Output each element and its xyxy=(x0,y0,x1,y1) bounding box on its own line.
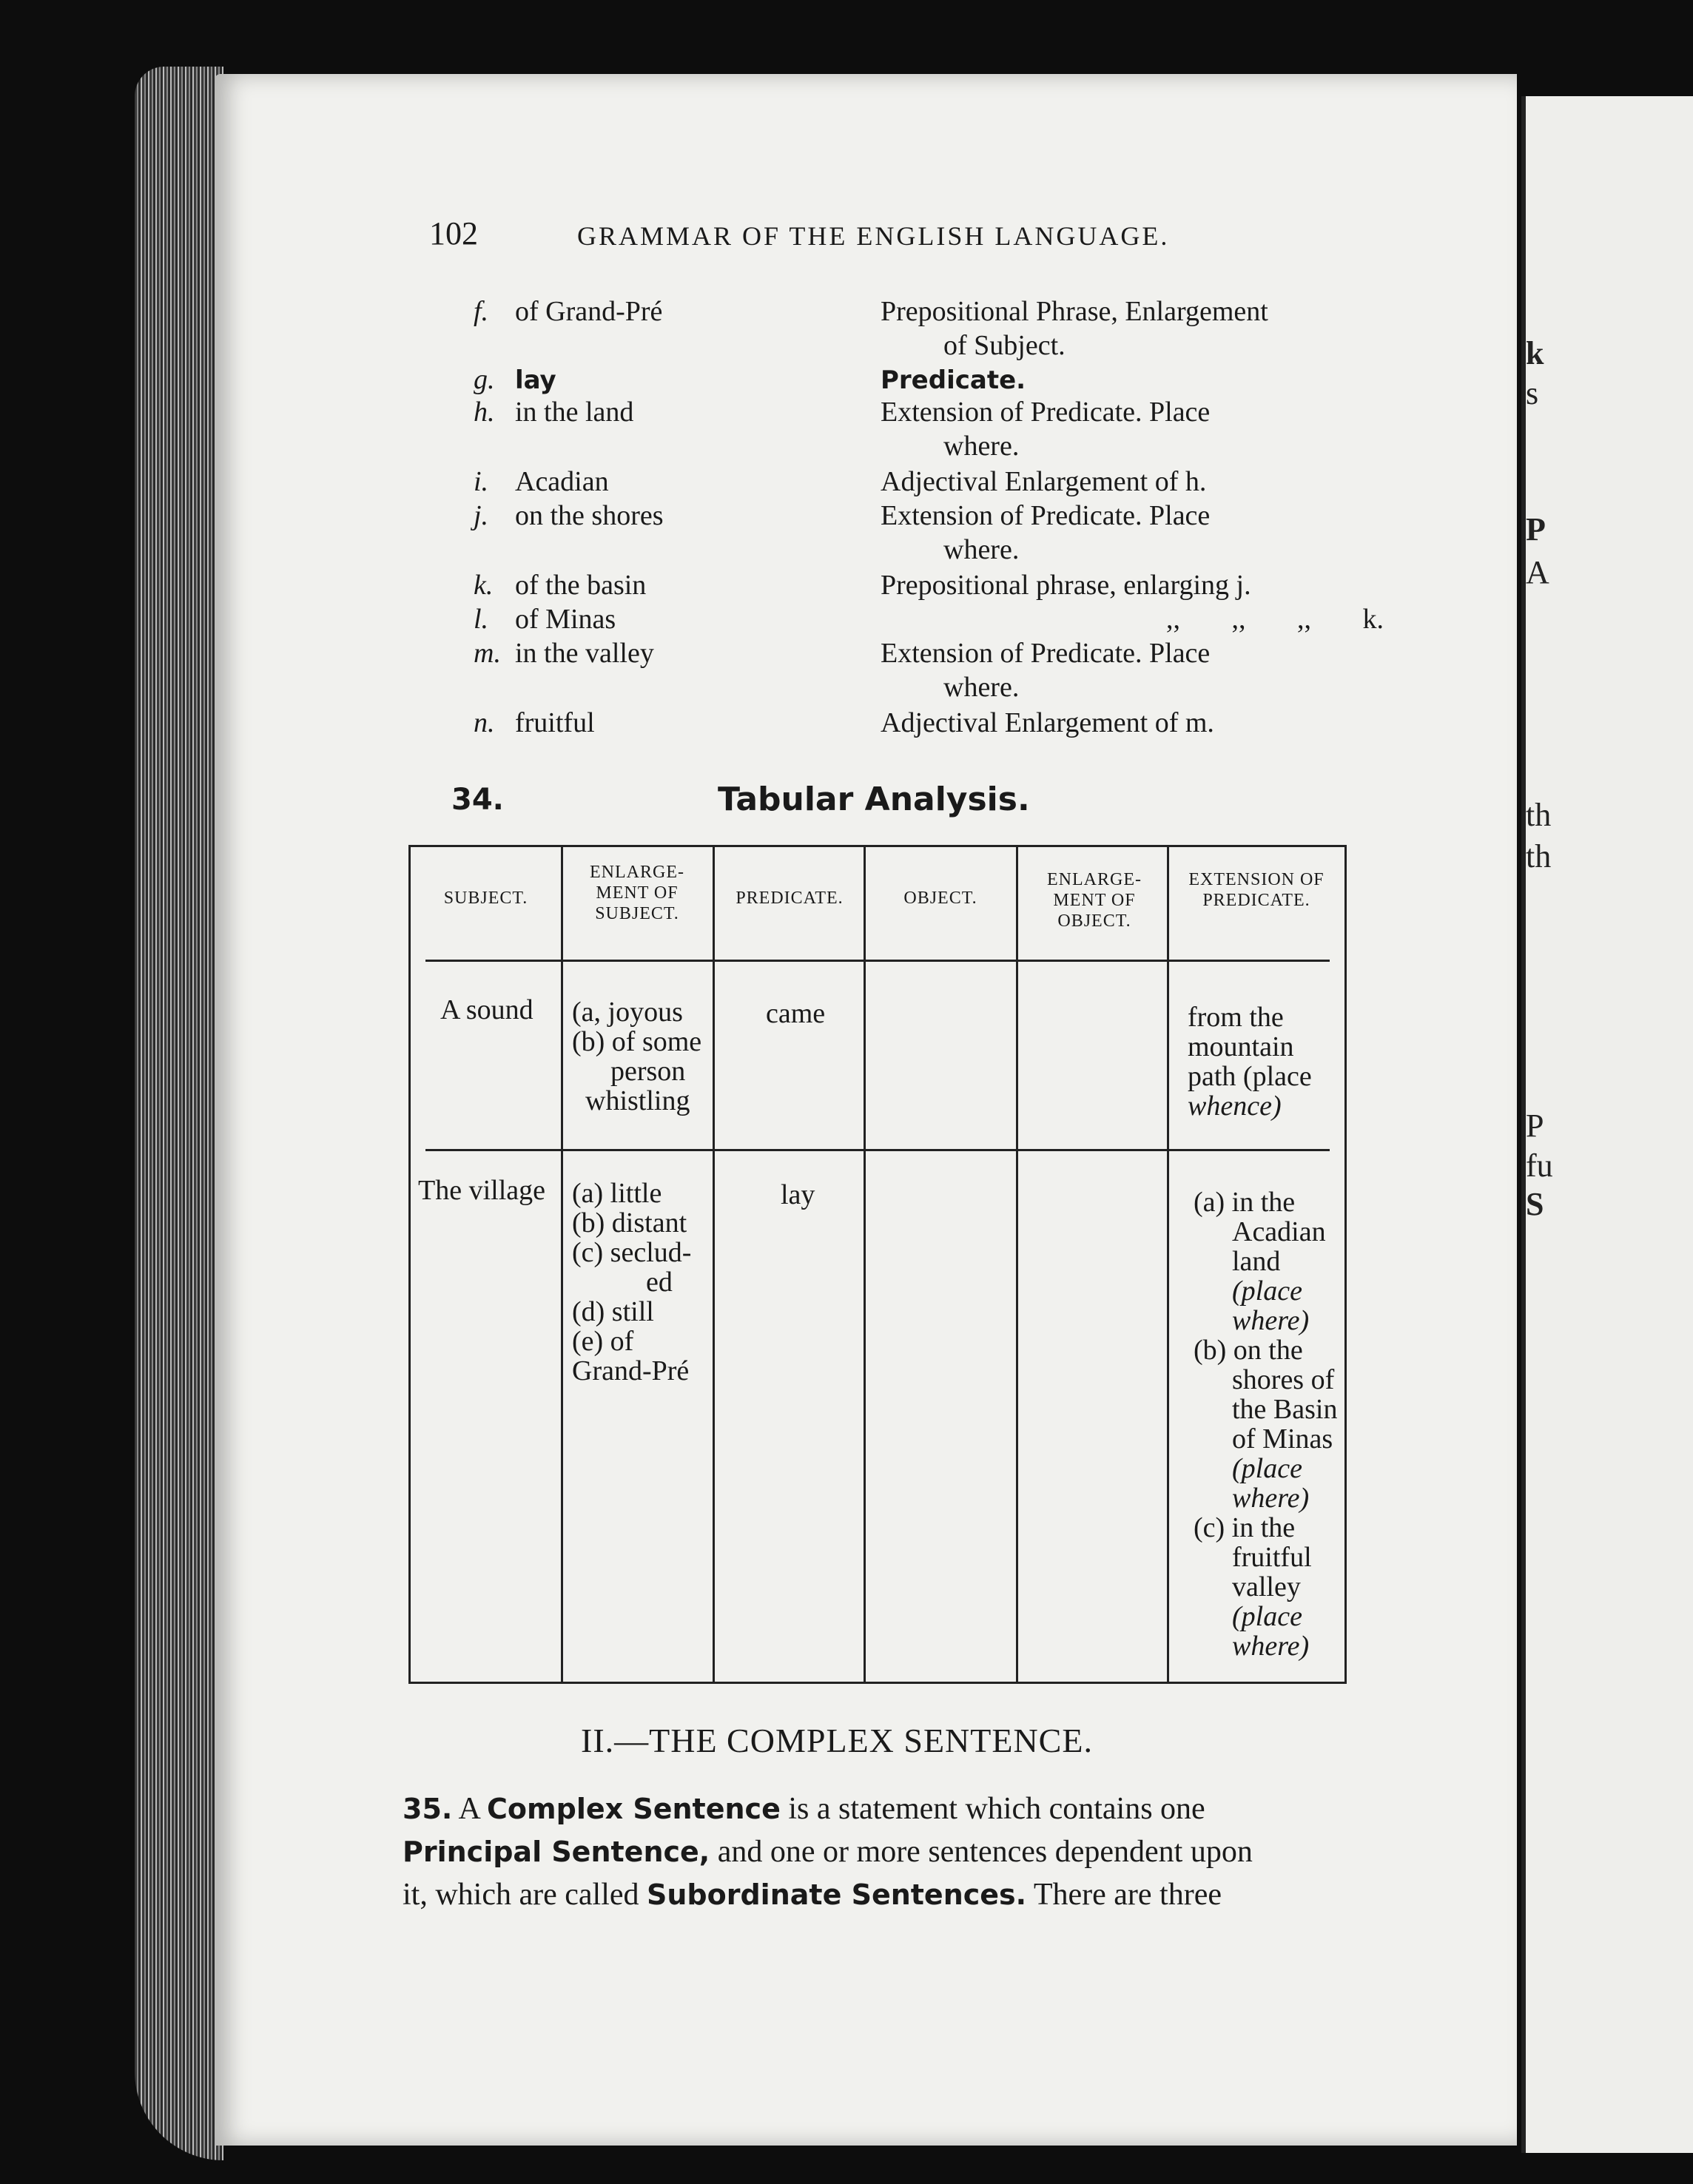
paragraph-35: 35. A Complex Sentence is a statement which contains one Principal Sentence, and one or more sentences dependent upon it, which are called Subordinate Sentences. There are three xyxy=(403,1792,1253,1912)
book-page-edges xyxy=(135,67,223,2160)
row1-enlargement: (a, joyous (b) of some person whistling xyxy=(572,997,702,1116)
item-letter: h. xyxy=(474,397,495,428)
item-desc: Prepositional phrase, enlarging j. xyxy=(881,570,1251,601)
row2-predicate: lay xyxy=(781,1179,815,1210)
row2-subject: The village xyxy=(418,1175,545,1206)
table-title: Tabular Analysis. xyxy=(718,781,1030,818)
fragment: k xyxy=(1526,335,1544,371)
running-title: GRAMMAR OF THE ENGLISH LANGUAGE. xyxy=(577,221,1170,251)
item-desc: Extension of Predicate. Place xyxy=(881,397,1211,428)
item-term: fruitful xyxy=(515,707,595,738)
item-desc: Adjectival Enlargement of h. xyxy=(881,466,1207,497)
item-term: lay xyxy=(515,365,556,395)
header-enlargement-object: ENLARGE-MENT OF OBJECT. xyxy=(1047,870,1142,931)
header-subject: SUBJECT. xyxy=(443,889,528,908)
item-letter: n. xyxy=(474,707,495,738)
next-page-fragment xyxy=(1521,96,1693,2153)
item-letter: m. xyxy=(474,638,501,669)
item-letter: i. xyxy=(474,466,489,497)
item-desc: Prepositional Phrase, Enlargement xyxy=(881,296,1268,327)
item-desc-cont: where. xyxy=(943,672,1020,703)
fragment: th xyxy=(1526,838,1552,874)
item-desc: Adjectival Enlargement of m. xyxy=(881,707,1214,738)
page-header xyxy=(429,215,1391,259)
item-desc: ,, ,, ,, k. xyxy=(1166,604,1384,635)
item-letter: k. xyxy=(474,570,494,601)
fragment: fu xyxy=(1526,1147,1553,1184)
fragment: th xyxy=(1526,797,1552,833)
item-desc-cont: where. xyxy=(943,534,1020,565)
item-term: of Grand-Pré xyxy=(515,296,663,327)
item-desc-cont: where. xyxy=(943,431,1020,462)
row1-subject: A sound xyxy=(440,994,534,1025)
item-term: in the land xyxy=(515,397,634,428)
header-extension-predicate: EXTENSION OF PREDICATE. xyxy=(1188,870,1325,910)
header-object: OBJECT. xyxy=(903,889,977,908)
item-letter: f. xyxy=(474,296,489,327)
item-letter: g. xyxy=(474,364,495,395)
item-letter: l. xyxy=(474,604,489,635)
section-heading: II.—THE COMPLEX SENTENCE. xyxy=(581,1722,1093,1759)
item-term: in the valley xyxy=(515,638,654,669)
analysis-table xyxy=(408,845,1347,1684)
item-letter: j. xyxy=(474,500,489,531)
item-desc: Extension of Predicate. Place xyxy=(881,500,1211,531)
section-number: 34. xyxy=(451,783,504,817)
header-enlargement-subject: ENLARGE-MENT OF SUBJECT. xyxy=(590,863,684,923)
item-term: of the basin xyxy=(515,570,647,601)
row2-enlargement: (a) little (b) distant (c) seclud- ed (d) still (e) of Grand-Pré xyxy=(572,1178,692,1386)
row2-extension: (a) in the Acadian land (place where) (b) on the shores of the Basin of Minas (place where) (c) in the fruitful valley (place where) xyxy=(1194,1187,1338,1662)
item-term: Acadian xyxy=(515,466,609,497)
page-number: 102 xyxy=(429,215,478,252)
fragment: P xyxy=(1526,1108,1544,1144)
fragment: s xyxy=(1526,375,1539,411)
item-term: on the shores xyxy=(515,500,664,531)
row1-predicate: came xyxy=(766,998,826,1029)
item-desc: Predicate. xyxy=(881,365,1026,395)
item-desc: Extension of Predicate. Place xyxy=(881,638,1211,669)
row1-extension: from the mountain path (place whence) xyxy=(1188,1002,1312,1122)
fragment: P xyxy=(1526,511,1546,547)
item-term: of Minas xyxy=(515,604,616,635)
fragment: A xyxy=(1526,554,1549,590)
header-predicate: PREDICATE. xyxy=(736,889,844,908)
item-desc-cont: of Subject. xyxy=(943,330,1066,361)
fragment: S xyxy=(1526,1186,1544,1222)
